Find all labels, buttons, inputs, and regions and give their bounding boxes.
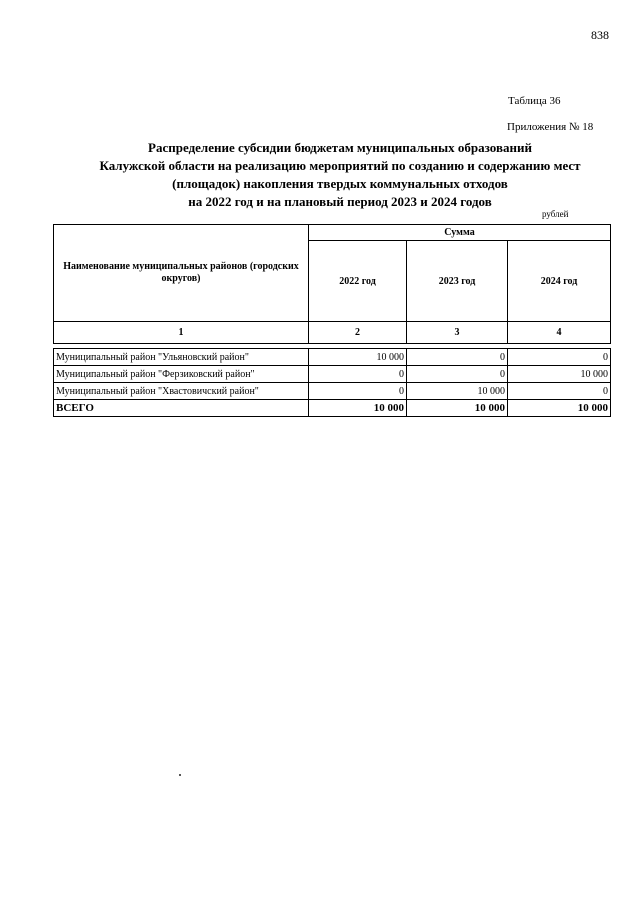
amount-2023: 0 <box>407 366 508 383</box>
total-2022: 10 000 <box>309 400 407 417</box>
amount-2022: 10 000 <box>309 349 407 366</box>
page-number: 838 <box>591 28 609 42</box>
amount-2024: 10 000 <box>508 366 611 383</box>
sum-header: Сумма <box>309 225 611 241</box>
scan-speck <box>179 774 181 776</box>
amount-2022: 0 <box>309 366 407 383</box>
column-number: 1 <box>54 322 309 344</box>
table-row <box>54 349 611 366</box>
appendix-label: Приложения № 18 <box>507 121 594 133</box>
district-name: Муниципальный район "Ферзиковский район" <box>54 366 309 383</box>
table-row <box>54 366 611 383</box>
amount-2023: 0 <box>407 349 508 366</box>
units-label: рублей <box>542 209 569 219</box>
district-name: Муниципальный район "Хвастовичский район" <box>54 383 309 400</box>
year-header-2022: 2022 год <box>309 241 407 322</box>
amount-2024: 0 <box>508 383 611 400</box>
amount-2022: 0 <box>309 383 407 400</box>
column-number: 4 <box>508 322 611 344</box>
total-2024: 10 000 <box>508 400 611 417</box>
total-row <box>54 400 611 417</box>
column-number: 2 <box>309 322 407 344</box>
name-column-header: Наименование муниципальных районов (городских округов) <box>54 225 309 322</box>
year-header-2024: 2024 год <box>508 241 611 322</box>
title-line: Распределение субсидии бюджетам муниципальных образований <box>148 140 532 155</box>
amount-2023: 10 000 <box>407 383 508 400</box>
total-2023: 10 000 <box>407 400 508 417</box>
amount-2024: 0 <box>508 349 611 366</box>
title-line: Калужской области на реализацию мероприятий по созданию и содержанию мест <box>99 158 581 173</box>
district-name: Муниципальный район "Ульяновский район" <box>54 349 309 366</box>
title-line: (площадок) накопления твердых коммунальных отходов <box>172 176 508 191</box>
table-label: Таблица 36 <box>508 95 561 107</box>
title-line: на 2022 год и на плановый период 2023 и 2024 годов <box>188 194 492 209</box>
total-label: ВСЕГО <box>54 400 309 417</box>
subsidy-table <box>53 224 611 417</box>
document-title <box>60 139 620 211</box>
table-row <box>54 383 611 400</box>
column-number: 3 <box>407 322 508 344</box>
year-header-2023: 2023 год <box>407 241 508 322</box>
